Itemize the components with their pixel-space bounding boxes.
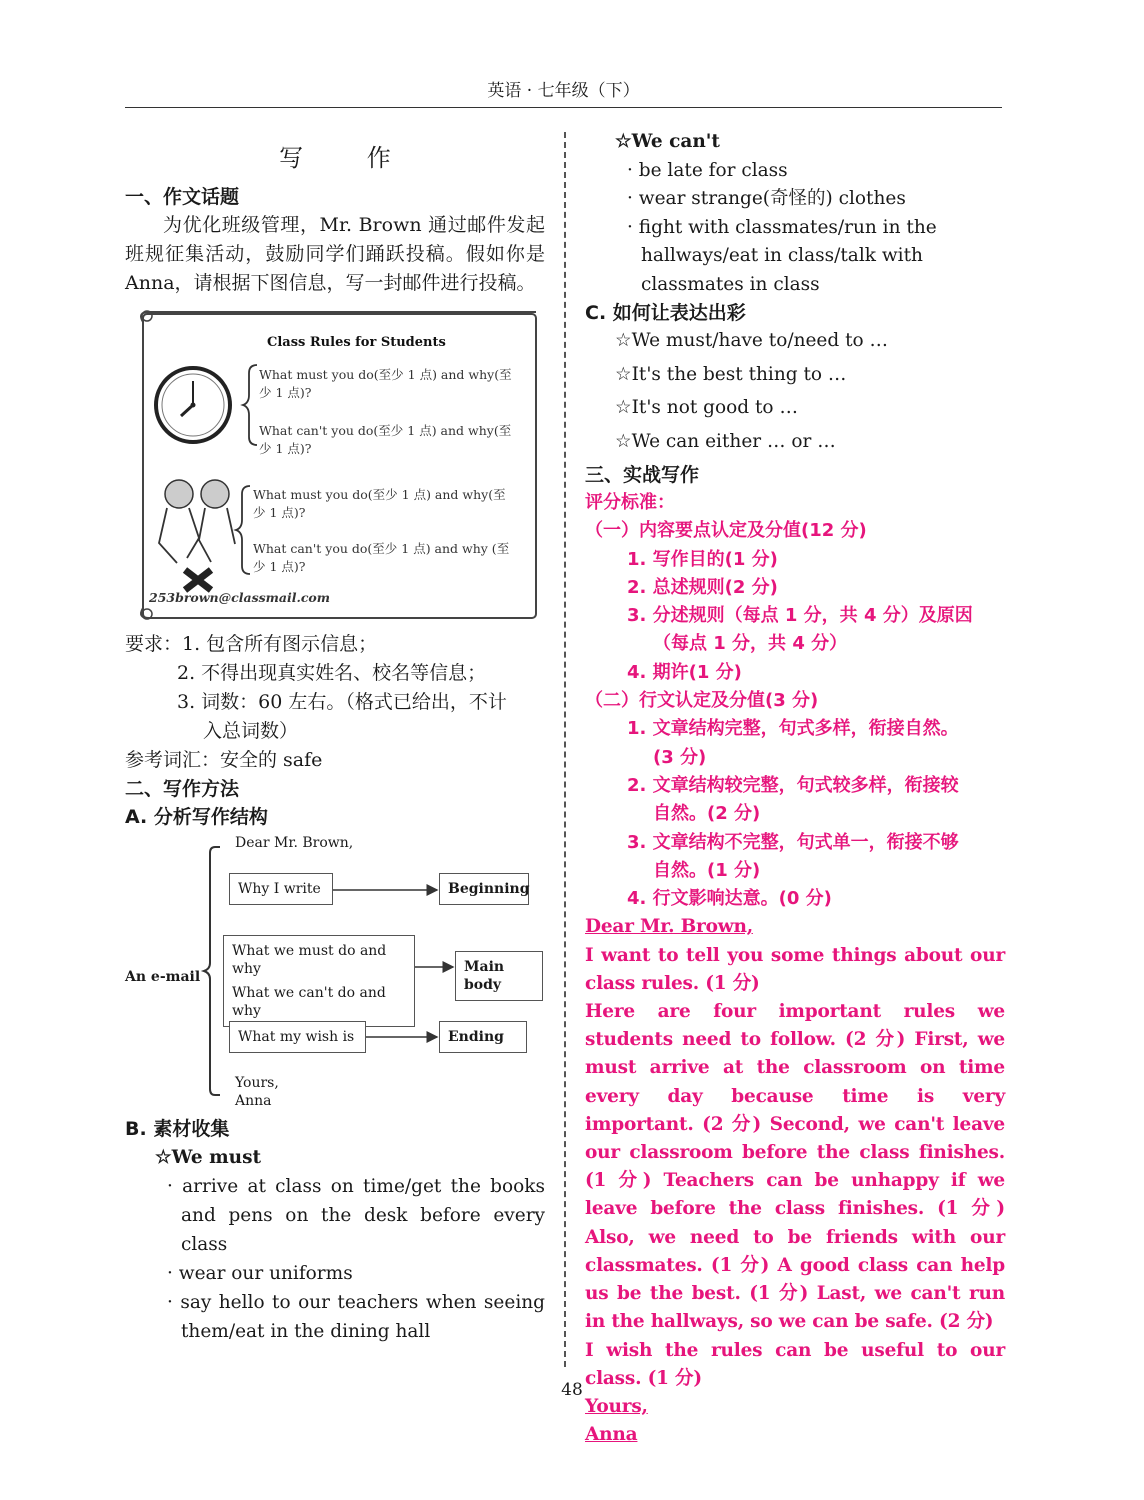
express-4: ☆We can either … or … [615,430,836,452]
rubric-style-3: 3. 文章结构不完整，句式单一，衔接不够 [627,831,959,853]
we-cant-list [585,128,1005,299]
we-must-item-1: · arrive at class on time/get the books and pens on the desk before every class [167,1176,545,1255]
vocab-hint: 参考词汇：安全的 safe [125,749,323,771]
rubric-content: （一）内容要点认定及分值(12 分) [585,520,867,542]
anna-label: Anna [235,1093,272,1109]
class-rules-scroll [137,308,542,626]
right-column [585,128,1005,1449]
practice-heading: 三、实战写作 [585,464,700,486]
beginning-box: Beginning [439,873,529,905]
rubric-style: （二）行文认定及分值(3 分) [585,690,819,712]
sample-essay [585,913,1005,1449]
express-heading: C. 如何让表达出彩 [585,302,746,324]
we-must-item-2: · wear our uniforms [167,1263,353,1284]
rubric-title: 评分标准： [585,492,675,513]
scroll-title: Class Rules for Students [267,335,446,350]
topic-heading: 一、作文话题 [125,186,240,208]
rubric-style-1-cont: (3 分) [653,746,707,768]
topic-prompt: 为优化班级管理，Mr. Brown 通过邮件发起班规征集活动，鼓励同学们踊跃投稿。假如你是Anna，请根据下图信息，写一封邮件进行投稿。 [125,214,545,294]
must-text: What we must do and why [232,943,387,977]
we-must-label: ☆We must [155,1147,262,1168]
express-2: ☆It's the best thing to … [615,363,847,385]
express-1: ☆We must/have to/need to … [615,330,889,351]
rubric-content-1: 1. 写作目的(1 分) [627,548,778,570]
body-box [223,935,415,1027]
we-cant-item-3: · fight with classmates/run in the hallways/eat in class/talk with classmates in class [627,216,937,295]
main-body-box: Main body [455,951,543,1001]
rubric-style-4: 4. 行文影响达意。(0 分) [627,888,832,910]
we-cant-label: ☆We can't [615,131,720,152]
scroll-email: 253brown@classmail.com [149,590,330,605]
requirement-3: 3. 词数：60 左右。（格式已给出，不计 [177,691,507,713]
scroll-frame [137,308,542,626]
rubric-style-1: 1. 文章结构完整，句式多样，衔接自然。 [627,718,959,740]
column-divider [564,132,566,1367]
requirements [125,630,545,775]
scroll-q4: What can't you do(至少 1 点) and why (至少 1 点)? [253,541,510,574]
ending-box: Ending [439,1021,527,1053]
essay-para-2: Here are four important rules we students need to follow. (2 分) First, we must arrive at the classroom on time every day because time is very important. (2 分) Second, we can't leave our classroom before the class finishes. (1 分) Teachers can be unhappy if we leave before the class finishes. (1 分) Also, we need to be friends with our classmates. (1 分) A good class can help us be the best. (1 分) Last, we can't run in the hallways, so we can be safe. (2 分) [585,1001,1005,1333]
rubric-content-3: 3. 分述规则（每点 1 分，共 4 分）及原因 [627,605,973,627]
essay-para-1: I want to tell you some things about our class rules. (1 分) [585,944,1005,994]
page-header [125,76,1002,108]
rubric-style-2-cont: 自然。(2 分) [653,803,761,825]
express-3: ☆It's not good to … [615,397,798,418]
scroll-q2: What can't you do(至少 1 点) and why(至少 1 点)? [259,423,512,456]
essay-para-3: I wish the rules can be useful to our class. (1 分) [585,1339,1005,1389]
we-cant-item-2: · wear strange(奇怪的) clothes [627,188,906,209]
wish-box: What my wish is [229,1021,366,1053]
method-heading: 二、写作方法 [125,778,240,800]
cant-text: What we can't do and why [232,985,386,1019]
we-cant-item-1: · be late for class [627,159,788,181]
we-must-list [125,1143,545,1346]
essay-greeting: Dear Mr. Brown, [585,916,753,938]
why-box: Why I write [229,873,333,905]
essay-signature: Anna [585,1424,638,1446]
scroll-q3: What must you do(至少 1 点) and why(至少 1 点)? [253,487,506,520]
root-label: An e-mail [125,969,201,985]
rubric-content-3-cont: （每点 1 分，共 4 分） [653,633,848,655]
essay-closing: Yours, [585,1395,648,1417]
rubric [585,489,1005,913]
we-must-item-3: · say hello to our teachers when seeing them/eat in the dining hall [167,1292,545,1342]
yours-label: Yours, [235,1075,279,1091]
material-heading: B. 素材收集 [125,1118,230,1140]
rubric-content-4: 4. 期许(1 分) [627,661,742,683]
section-title: 写 作 [279,144,419,172]
rubric-style-3-cont: 自然。(1 分) [653,859,761,881]
requirement-2: 2. 不得出现真实姓名、校名等信息； [177,662,487,684]
rubric-style-2: 2. 文章结构较完整，句式较多样，衔接较 [627,774,959,796]
header-text: 英语 · 七年级（下） [487,81,640,101]
express-list [585,327,1005,456]
page-number: 48 [561,1380,583,1400]
left-column [125,138,545,1346]
scroll-q1: What must you do(至少 1 点) and why(至少 1 点)? [259,367,512,400]
requirement-1: 要求：1. 包含所有图示信息； [125,633,378,655]
rubric-content-2: 2. 总述规则(2 分) [627,576,778,598]
structure-diagram [125,835,545,1115]
structure-heading: A. 分析写作结构 [125,806,268,828]
greeting-label: Dear Mr. Brown, [235,835,354,851]
requirement-3-cont: 入总词数） [203,720,299,742]
